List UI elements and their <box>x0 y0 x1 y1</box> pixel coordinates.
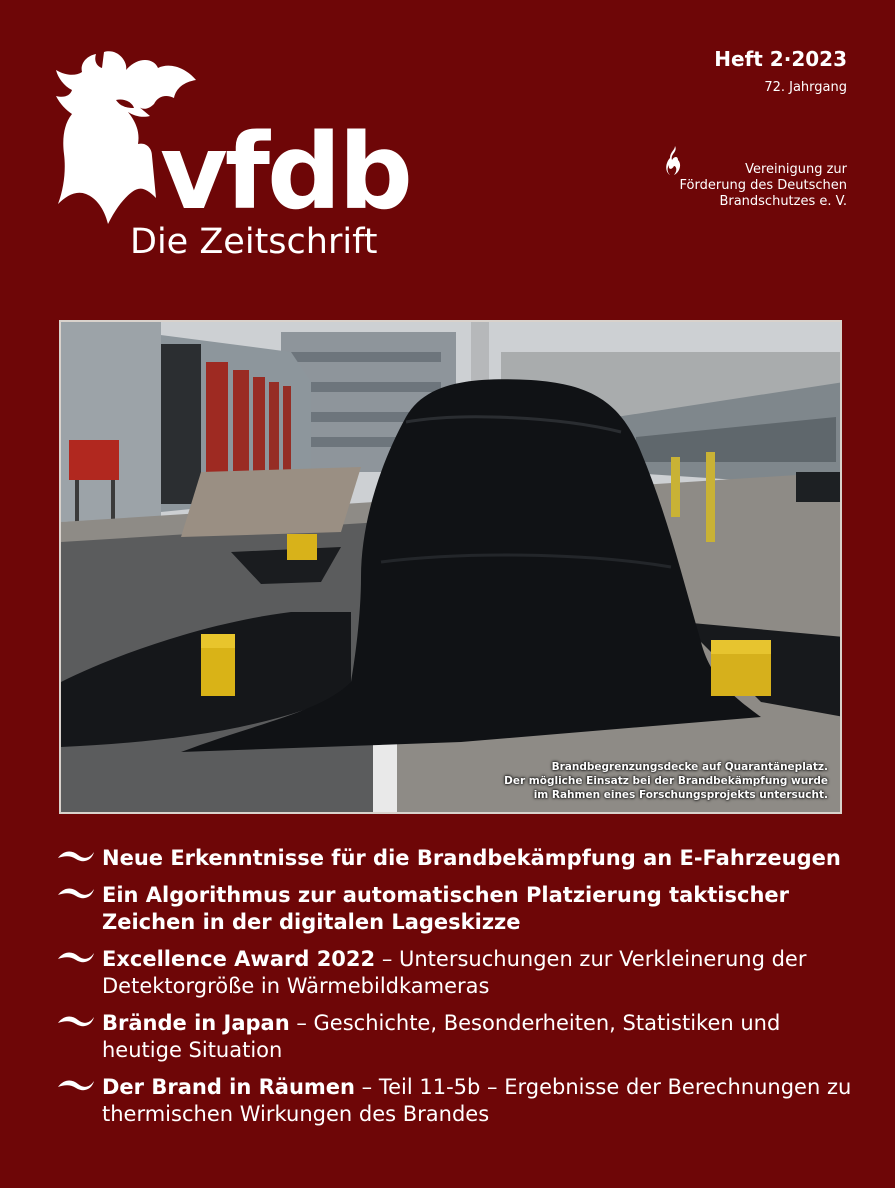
org-line: Förderung des Deutschen <box>679 178 847 193</box>
cover-photo <box>59 320 842 814</box>
wave-bullet-icon <box>58 1013 94 1029</box>
headline-bold: Brände in Japan <box>102 1011 290 1035</box>
wave-bullet-icon <box>58 848 94 864</box>
headline-item <box>58 1074 858 1128</box>
caption-line: Brandbegrenzungsdecke auf Quarantäneplatz. <box>551 761 828 773</box>
headline-item <box>58 946 858 1000</box>
cover-headlines <box>58 845 858 1138</box>
organisation-name <box>587 162 847 210</box>
headline-bold: Ein Algorithmus zur automatischen Platzierung taktischer Zeichen in der digitalen Lageskizze <box>102 883 789 934</box>
headline-rest: – Untersuchungen zur Verkleinerung der Detektorgröße in Wärmebildkameras <box>102 947 807 998</box>
headline-rest: – Geschichte, Besonderheiten, Statistiken und heutige Situation <box>102 1011 781 1062</box>
caption-line: Der mögliche Einsatz bei der Brandbekämpfung wurde <box>504 775 828 787</box>
headline-rest: – Teil 11-5b – Ergebnisse der Berechnungen zu thermischen Wirkungen des Brandes <box>102 1075 852 1126</box>
brand-name: vfdb <box>160 111 410 233</box>
wave-bullet-icon <box>58 885 94 901</box>
headline-bold: Neue Erkenntnisse für die Brandbekämpfung an E-Fahrzeugen <box>102 846 841 870</box>
caption-line: im Rahmen eines Forschungsprojekts untersucht. <box>533 789 828 801</box>
wave-bullet-icon <box>58 1077 94 1093</box>
wave-bullet-icon <box>58 949 94 965</box>
headline-item <box>58 1010 858 1064</box>
issue-number: Heft 2·2023 <box>714 47 847 71</box>
org-line: Vereinigung zur <box>745 162 847 177</box>
headline-bold: Der Brand in Räumen <box>102 1075 355 1099</box>
headline-item <box>58 882 858 936</box>
volume-year: 72. Jahrgang <box>764 80 847 95</box>
brand-subtitle: Die Zeitschrift <box>130 222 378 262</box>
headline-item <box>58 845 858 872</box>
headline-bold: Excellence Award 2022 <box>102 947 376 971</box>
photo-caption <box>504 760 828 802</box>
cover-photo-illustration <box>61 322 842 814</box>
org-line: Brandschutzes e. V. <box>719 194 847 209</box>
